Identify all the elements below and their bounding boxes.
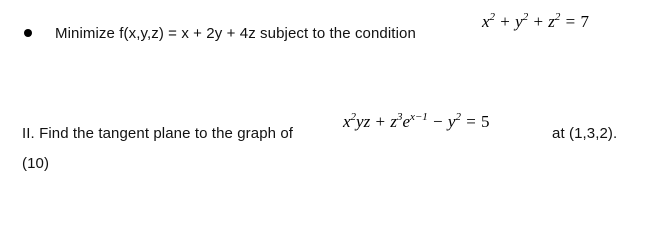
- problem-2-text: II. Find the tangent plane to the graph of: [22, 125, 294, 142]
- point-text: at (1,3,2).: [552, 125, 618, 142]
- surface-equation: $x^2yz + z^3e^{x-1} - y^2 = 5$: [343, 111, 490, 131]
- bullet-icon: [24, 29, 32, 37]
- points-label: (10): [22, 155, 50, 172]
- problem-1-text: Minimize f(x,y,z) = x + 2y + 4z subject to the condition: [55, 25, 416, 42]
- constraint-equation: $x^2 + y^2 + z^2 = 7$: [482, 11, 589, 31]
